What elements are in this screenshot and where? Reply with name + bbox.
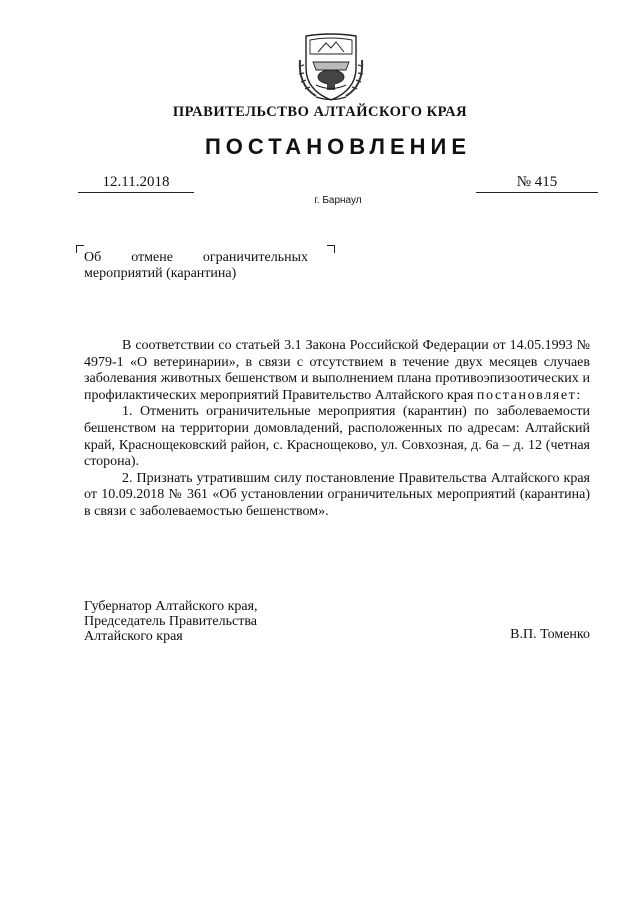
document-city: г. Барнаул [314, 195, 362, 206]
body-paragraph-item-2: 2. Признать утратившим силу постановление Правительства Алтайского края от 10.09.2018 № 361 «Об установлении ограничительных мероприятий (карантина) в связи с заболеваемостью бешенством». [84, 470, 590, 519]
position-line: Председатель Правительства [84, 614, 257, 629]
document-body [84, 338, 590, 521]
position-line: Губернатор Алтайского края, [84, 599, 258, 614]
body-paragraph-item-1: 1. Отменить ограничительные мероприятия (карантин) по заболеваемости бешенством на территории домовладений, расположенных по адресам: Алтайский край, Краснощековский район, с. Краснощеково, ул. Совхозная, д. 6а – д. 12 (четная сторона). [84, 404, 590, 470]
subject-corner-left [76, 245, 84, 253]
subject-word: Об [84, 250, 102, 265]
subject-word: отмене [131, 250, 173, 265]
subject-word: ограничительных [202, 250, 308, 265]
signatory-name: В.П. Томенко [510, 627, 590, 642]
decree-word: постановляет: [476, 387, 582, 403]
position-line: Алтайского края [84, 629, 183, 644]
coat-of-arms-icon [296, 30, 366, 102]
signatory-position [84, 599, 258, 644]
government-title: ПРАВИТЕЛЬСТВО АЛТАЙСКОГО КРАЯ [172, 104, 468, 120]
document-number: № 415 [476, 174, 598, 193]
subject-line-1 [84, 250, 308, 266]
preamble-text: В соответствии со статьей 3.1 Закона Российской Федерации от 14.05.1993 № 4979-1 «О ветеринарии», в связи с отсутствием в течение двух месяцев случаев заболевания животных бешенством и выполнением плана противоэпизоотических и профилактических мероприятий Правительство Алтайского края [84, 338, 590, 403]
document-date: 12.11.2018 [78, 174, 194, 193]
subject-corner-right [327, 245, 335, 253]
body-paragraph-preamble [84, 338, 590, 404]
subject-line-2: мероприятий (карантина) [84, 266, 237, 281]
document-type-title: ПОСТАНОВЛЕНИЕ [204, 134, 472, 159]
document-subject [84, 250, 308, 282]
